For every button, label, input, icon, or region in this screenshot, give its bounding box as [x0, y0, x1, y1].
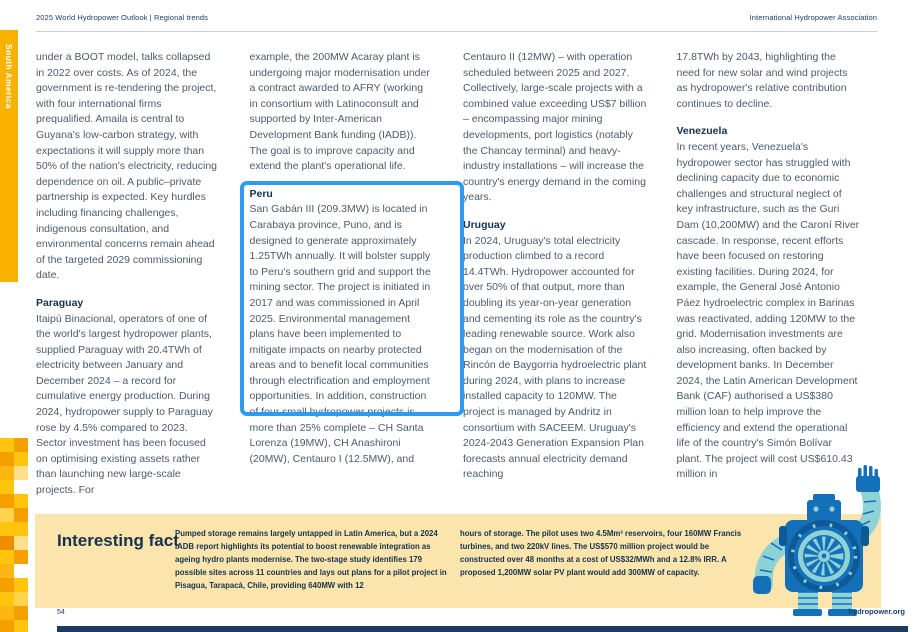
region-tab-label: South America	[4, 44, 14, 109]
header-rule	[36, 31, 877, 32]
decorative-mosaic	[0, 438, 28, 632]
paragraph: under a BOOT model, talks collapsed in 2022 over costs. As of 2024, the government is re-tendering the project, with four international firms prequalified. Amaila is central to Guyana's low-carbon strategy, with expectations it will supply more than 50% of the nation's electricity, reducing dependence on oil. A public–private partnership is expected. Key hurdles including financing challenges, indigenous consultation, and environmental concerns remain ahead of the targeted 2029 commissioning date.	[36, 51, 217, 282]
mosaic-tile	[0, 606, 14, 620]
mosaic-tile	[14, 480, 28, 494]
mosaic-tile	[14, 508, 28, 522]
robot-mitt	[753, 576, 771, 594]
turbine-robot-illustration	[752, 464, 892, 616]
mosaic-tile	[0, 564, 14, 578]
mosaic-tile	[0, 438, 14, 452]
mosaic-tile	[14, 550, 28, 564]
mosaic-tile	[14, 536, 28, 550]
page-number: 54	[57, 609, 65, 616]
robot-turbine-face	[788, 520, 860, 592]
paragraph: example, the 200MW Acaray plant is undergoing major modernisation under a contract awarded to AFRY (working in consortium with Latinoconsult and supported by Inter-American Development Bank funding (IADB)). The goal is to improve capacity and extend the plant's operational life.	[249, 51, 430, 173]
robot-shoulder	[861, 526, 869, 546]
mosaic-tile	[14, 606, 28, 620]
text-column	[463, 50, 647, 499]
header-document-title: 2025 World Hydropower Outlook | Regional trends	[36, 13, 209, 22]
paragraph: In recent years, Venezuela's hydropower sector has struggled with declining capacity due to economic challenges and structural neglect of key infrastructure, such as the Guri Dam (10,200MW) and the Caroní River cascade. In response, recent efforts have been focused on restoring existing facilities. During 2024, for example, the General José Antonio Páez hydroelectric complex in Barinas was reactivated, adding 120MW to the grid. Modernisation investments are also increasing, often backed by development banks. In December 2024, the Latin American Development Bank (CAF) authorised a US$380 million loan to help improve the efficiency and extend the operational life of the country's Simón Bolívar plant. The project will cost US$610.43 million in	[676, 140, 860, 481]
section-heading: Paraguay	[36, 296, 84, 309]
region-tab-south-america	[0, 30, 18, 282]
mosaic-tile	[0, 592, 14, 606]
fact-text-column-2: hours of storage. The pilot uses two 4.5Mm³ reservoirs, four 160MW Francis turbines, and two 220kV lines. The US$570 million project would be constructed over 48 months at a cost of US$32/MWh and a 12.8% IRR. A proposed 1,200MW solar PV plant would add 300MW of capacity.	[460, 529, 742, 577]
paragraph: Itaipú Binacional, operators of one of the world's largest hydropower plants, supplied Paraguay with 20.4TWh of electricity between January and December 2024 – a record for cumulative energy production. During 2024, hydropower supply to Paraguay rose by 4.5% compared to 2023. Sector investment has been focused on optimising existing assets rather than launching new large-scale projects. For	[36, 312, 213, 497]
header-organisation: International Hydropower Association	[749, 13, 877, 22]
mosaic-tile	[14, 564, 28, 578]
section-heading: Venezuela	[676, 125, 728, 138]
text-column	[36, 50, 220, 499]
article-columns	[36, 50, 860, 499]
mosaic-tile	[14, 522, 28, 536]
text-column	[250, 50, 434, 499]
mosaic-tile	[0, 494, 14, 508]
robot-head	[807, 494, 841, 522]
mosaic-tile	[0, 578, 14, 592]
mosaic-tile	[14, 578, 28, 592]
mosaic-tile	[0, 508, 14, 522]
fact-text-column-1: Pumped storage remains largely untapped in Latin America, but a 2024 IADB report highlights its potential to boost renewable integration as ageing hydro plants modernise. The two-stage study identifies 179 possible sites across 11 countries and lays out plans for a pilot project in Pisagua, Tarapacá, Chile, providing 640MW with 12	[175, 529, 447, 590]
section-heading: Peru	[249, 187, 273, 200]
mosaic-tile	[0, 522, 14, 536]
paragraph: 17.8TWh by 2043, highlighting the need for new solar and wind projects as hydropower's relative contribution continues to decline.	[676, 51, 848, 110]
paragraph: San Gabán III (209.3MW) is located in Carabaya province, Puno, and is designed to generate approximately 1.25TWh annually. It will bolster supply to Peru's southern grid and support the mining sector. The project is initiated in 2017 and was commissioned in April 2025. Environmental management plans have been implemented to mitigate impacts on nearby protected areas and to benefit local communities through electrification and employment opportunities. In addition, construction of four small hydropower projects is more than 25% complete – CH Santa Lorenza (19MW), CH Anashironi (20MW), Centauro I (12.5MW), and	[249, 203, 431, 465]
mosaic-tile	[14, 466, 28, 480]
mosaic-tile	[14, 438, 28, 452]
text-column	[677, 50, 861, 499]
mosaic-tile	[14, 452, 28, 466]
mosaic-tile	[0, 536, 14, 550]
bottom-bar	[57, 626, 908, 632]
robot-hand-icon	[856, 465, 880, 492]
mosaic-tile	[0, 452, 14, 466]
mosaic-tile	[14, 494, 28, 508]
mosaic-tile	[0, 550, 14, 564]
mosaic-tile	[0, 620, 14, 632]
site-link[interactable]: hydropower.org	[848, 607, 905, 616]
fact-box-title: Interesting fact	[57, 531, 179, 550]
paragraph: Centauro II (12MW) – with operation scheduled between 2025 and 2027. Collectively, large-scale projects with a combined value exceeding US$7 billion – encompassing major mining developments, port logistics (notably the Chancay terminal) and heavy-industry installations – will increase the country's energy demand in the coming years.	[463, 51, 647, 204]
mosaic-tile	[14, 592, 28, 606]
section-heading: Uruguay	[463, 218, 506, 231]
robot-shoulder	[779, 526, 787, 546]
mosaic-tile	[0, 480, 14, 494]
mosaic-tile	[14, 620, 28, 632]
mosaic-tile	[0, 466, 14, 480]
paragraph: In 2024, Uruguay's total electricity production climbed to a record 14.4TWh. Hydropower accounted for over 50% of that output, more than doubling its year-on-year generation and cementing its role as the country's leading renewable source. Work also began on the modernisation of the Rincón de Baygorria hydroelectric plant during 2024, with plans to increase installed capacity to 120MW. The project is managed by Andritz in consortium with SACEEM. Uruguay's 2024-2043 Generation Expansion Plan forecasts annual electricity demand reaching	[463, 234, 647, 481]
